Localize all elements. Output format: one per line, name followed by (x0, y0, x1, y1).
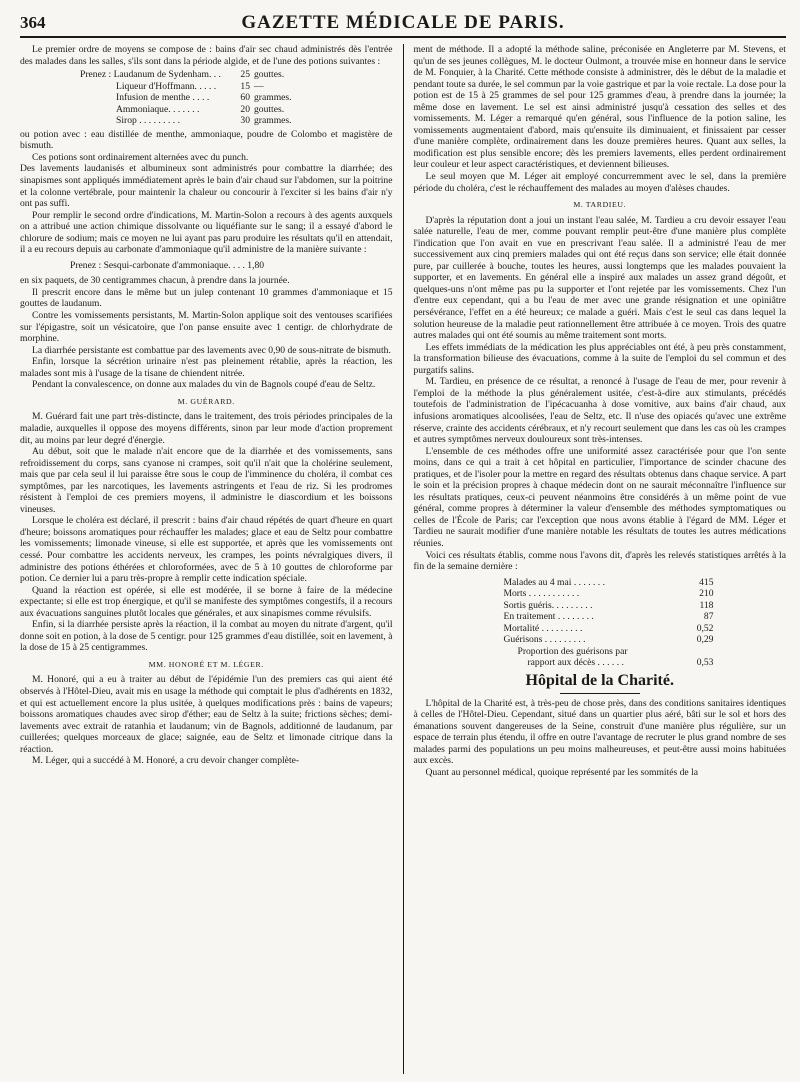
paragraph: ou potion avec : eau distillée de menthe, ammoniaque, poudre de Colombo et magistère de bismuth. (20, 128, 393, 152)
paragraph: Les effets immédiats de la médication les plus appréciables ont été, à peu près constamment, la transformation bilieuse des évacuations, comme à la suite de l'emploi du sel commun et des purgatifs salins. (413, 341, 786, 376)
stat-row: Mortalité . . . . . . . . . 0,52 (503, 622, 714, 634)
prescription-row: Infusion de menthe . . . . 60 grammes. (116, 92, 292, 104)
prescription-list (80, 69, 393, 127)
journal-title: GAZETTE MÉDICALE DE PARIS. (241, 12, 565, 33)
stat-row: Guérisons . . . . . . . . . 0,29 (503, 634, 714, 646)
statistics-table (503, 577, 713, 669)
paragraph: Contre les vomissements persistants, M. Martin-Solon applique soit des ventouses scarifiées sur l'épigastre, soit un vésicatoire, que l'on panse ensuite avec 1 centigr. de chlorhydrate de morphine. (20, 310, 393, 345)
masthead (20, 12, 786, 38)
paragraph: D'après la réputation dont a joui un instant l'eau salée, M. Tardieu a cru devoir essayer l'eau salée naturelle, l'eau de mer, comme pouvant remplir peut-être d'une manière plus complète l'indication que l'on avait en vue en prescrivant l'eau salée. Il a administré l'eau de mer successivement aux cinq premiers malades qui ont été reçus dans son service; elle était donnée pure, par cuillerée à bouche, toutes les heures, aussi longtemps que les malades pouvaient la supporter, et en lavements. En général elle a inspiré aux malades un assez grand dégoût, et quelques-uns n'ont même pas pu la supporter et l'ont rejetée par les vomissements. Chez l'un d'entre eux cependant, qui a bu l'eau de mer avec une grande résignation et une opiniâtre persévérance, l'effet en a été heureux; ce malade a guéri. Mais c'est le seul cas dans lequel la solution heureuse de la maladie peut rationnellement être attribuée à ce moyen. Trois des quatre autres malades qui ont été soumis au même traitement sont morts. (413, 214, 786, 342)
column-rule (403, 44, 404, 1074)
stat-row: En traitement . . . . . . . . 87 (503, 611, 714, 623)
prescription-row: Sirop . . . . . . . . . 30 grammes. (116, 115, 292, 127)
paragraph: Ces potions sont ordinairement alternées avec du punch. (32, 151, 249, 163)
paragraph: Des lavements laudanisés et albumineux sont administrés pour combattre la diarrhée; des sinapismes sont appliqués immédiatement après le bain d'air chaud sur l'abdomen, sur la poitrine et la colonne vertébrale, pour maintenir la chaleur ou concourir à l'exciter si les bains d'air n'y ont pas suffi. (20, 163, 393, 210)
paragraph: L'ensemble de ces méthodes offre une uniformité assez caractérisée pour que l'on sente moins, dans ce qui a trait à cet hôpital en particulier, l'importance de scinder chacune des pratiques, et de l'isoler pour la mettre en regard des résultats obtenus dans chaque service. A part le soin et la précision propres à chaque médecin dont on ne saurait méconnaître l'influence sur les résultats pratiques, ceux-ci peuvent néanmoins être considérés à un même point de vue général, comme propres à déterminer la valeur d'ensemble des méthodes symptomatiques ou celles de l'École de Paris; car l'exception que nous avons établie à l'égard de MM. Léger et Tardieu ne saurait modifier d'une manière notable les résultats de toutes les autres médications réunies. (413, 445, 786, 549)
article-columns (20, 44, 786, 1074)
stat-row: rapport aux décès . . . . . . 0,53 (527, 657, 714, 669)
paragraph: en six paquets, de 30 centigrammes chacun, à prendre dans la journée. (20, 275, 290, 287)
prescription-row: Liqueur d'Hoffmann. . . . . 15 — (116, 80, 264, 92)
stat-row: Proportion des guérisons par (517, 645, 628, 657)
paragraph: ment de méthode. Il a adopté la méthode saline, préconisée en Angleterre par M. Stevens, et qu'un de ses jeunes collègues, M. le docteur Oulmont, a trouvée mise en honneur dans le service de M. Fonquier, à la Charité. Cette méthode consiste à administrer, dès le début de la maladie et pendant toute sa durée, le sel commun par la voie gastrique et par la voie rectale. La dose pour la potion est de 15 à 25 grammes de sel pour 125 grammes d'eau, à prendre dans la journée; la même dose en lavement. Le sel est ainsi administré jusqu'à cessation des selles et des vomissements. M. Léger a remarqué qu'en général, sous l'influence de la potion saline, les vomissements augmentaient d'abord, mais qu'ensuite ils diminuaient, et finissaient par cesser d'une manière complète, ordinairement dans les douze premières heures. Quant aux selles, la modification est plus sensible encore; dès les premiers lavements, elles perdent ordinairement leur couleur et leur aspect caractéristiques, et deviennent bilieuses. (413, 44, 786, 171)
heading-rule (560, 693, 640, 694)
paragraph: L'hôpital de la Charité est, à très-peu de chose près, dans des conditions sanitaires identiques à celles de l'Hôtel-Dieu. Cependant, situé dans un quartier plus aéré, bâti sur le sol et hors des émanations souvent dangereuses de la Seine, construit d'une manière plus régulière, sur un espace de terrain plus étendu, il offre en outre l'avantage de recruter le plus grand nombre de ses malades parmi des populations un peu moins malheureuses, et peut-être aussi moins habituées aux excès. (413, 697, 786, 767)
subsection-heading: Hôpital de la Charité. (525, 671, 674, 689)
paragraph: Quant au personnel médical, quoique représenté par les sommités de la (425, 766, 699, 778)
paragraph: Lorsque le choléra est déclaré, il prescrit : bains d'air chaud répétés de quart d'heure en quart d'heure; boissons aromatiques pour réchauffer les malades; glace et eau de Seltz pour combattre les vomissements; limonade vineuse, si elle est supportée, et après que les vomissements ont cessé. Pour combattre les accidents nerveux, les crampes, les points névralgiques divers, il administre des potions éthérées et chloroformées, avec de 5 à 10 gouttes de chloroforme par potion. Ce dernier lui a paru très-propre à remplir cette indication spéciale. (20, 515, 393, 585)
paragraph: Enfin, lorsque la sécrétion urinaire n'est pas pleinement rétablie, après la réaction, les malades sont mis à l'usage de la tisane de chiendent nitrée. (20, 356, 393, 379)
paragraph: M. Léger, qui a succédé à M. Honoré, a cru devoir changer complète- (32, 755, 300, 767)
section-heading: MM. HONORÉ ET M. LÉGER. (148, 659, 264, 669)
paragraph: Enfin, si la diarrhée persiste après la réaction, il la combat au moyen du nitrate d'argent, qu'il donne soit en potion, à la dose de 5 centigr. pour 125 grammes d'eau distillée, soit en lavement, à la dose de 15 à 25 centigrammes. (20, 619, 393, 654)
paragraph: Voici ces résultats établis, comme nous l'avons dit, d'après les relevés statistiques arrêtés à la fin de la semaine dernière : (413, 549, 786, 573)
paragraph: Pour remplir le second ordre d'indications, M. Martin-Solon a recours à des agents auxquels on a attribué une action chimique dissolvante ou liquéfiante sur le sang; il a essayé d'abord le chlorure de sodium; mais ce moyen ne lui ayant pas paru produire les résultats qu'il en attendait, il a eu recours depuis au carbonate d'ammoniaque qu'il administre de la manière suivante : (20, 209, 393, 256)
stat-row: Morts . . . . . . . . . . . 210 (503, 588, 714, 600)
prescription-single: Prenez : Sesqui-carbonate d'ammoniaque. . . . 1,80 (70, 259, 265, 271)
left-column (20, 44, 393, 1074)
paragraph: Pendant la convalescence, on donne aux malades du vin de Bagnols coupé d'eau de Seltz. (32, 379, 376, 391)
paragraph: Le premier ordre de moyens se compose de : bains d'air sec chaud administrés dès l'entrée des malades dans les salles, s'ils sont dans la période algide, et de l'une des potions suivantes : (20, 44, 393, 67)
prescription-row: Ammoniaque. . . . . . . 20 gouttes. (116, 103, 285, 115)
paragraph: Au début, soit que le malade n'ait encore que de la diarrhée et des vomissements, sans refroidissement du corps, sans cyanose ni crampes, soit qu'il n'ait que la cholérine seulement, mais que par cela seul il lui paraisse être sous le coup de l'imminence du choléra, il combat ces symptômes, par les narcotiques, les lavements astringents et l'eau de riz. Si les prodromes résistent à l'emploi de ces premiers moyens, il administre le diascordium et les boissons vineuses. (20, 446, 393, 515)
paragraph: Quand la réaction est opérée, si elle est modérée, il se borne à faire de la médecine expectante; si elle est trop énergique, et qu'il se manifeste des symptômes congestifs, il a recours aux évacuations sanguines plutôt locales que générales, et aux sinapismes comme révulsifs. (20, 584, 393, 619)
right-column (413, 44, 786, 1074)
stat-row: Sortis guéris. . . . . . . . . 118 (503, 599, 714, 611)
paragraph: M. Tardieu, en présence de ce résultat, a renoncé à l'usage de l'eau de mer, pour revenir à l'emploi de la méthode la plus généralement usitée, c'est-à-dire aux stimulants, précédés toutefois de l'administration de l'ipécacuanha à dose vomitive, aux bains d'air chaud, aux infusions aromatiques alcoolisées, l'eau de Seltz, etc. Il n'use des opiacés qu'avec une extrême réserve, crainte des accidents cérébraux, et n'y recourt seulement que dans les cas où les crampes et autres symptômes nerveux douloureux sont très-intenses. (413, 376, 786, 446)
paragraph: M. Honoré, qui a eu à traiter au début de l'épidémie l'un des premiers cas qui aient été observés à l'Hôtel-Dieu, avait mis en usage la méthode qui comptait le plus d'adhérents en 1832, et qui est actuellement encore la plus usitée, à quelques modifications près : bains de vapeurs; boissons aromatiques chaudes avec sirop d'éther; eau de Seltz à la suite; frictions sèches; demi-lavements avec extrait de ratanhia et laudanum; vin de Bagnols, additionné de laudanum, par cuillerées; quelques morceaux de glace; saignée, eau de Seltz et limonade citrique dans la réaction. (20, 674, 393, 755)
section-heading: M. GUÉRARD. (177, 396, 235, 406)
paragraph: La diarrhée persistante est combattue par des lavements avec 0,90 de sous-nitrate de bismuth. (32, 344, 391, 356)
prescription-row: Prenez : Laudanum de Sydenham. . . 25 gouttes. (80, 69, 285, 81)
paragraph: Le seul moyen que M. Léger ait employé concurremment avec le sel, dans la première période du choléra, c'est le réchauffement des malades au moyen d'alèses chaudes. (413, 171, 786, 194)
paragraph: M. Guérard fait une part très-distincte, dans le traitement, des trois périodes principales de la maladie, auxquelles il oppose des moyens différents, sinon par leur mode d'action proprement dit, au moins par leur degré d'énergie. (20, 411, 393, 446)
paragraph: Il prescrit encore dans le même but un julep contenant 10 grammes d'ammoniaque et 15 gouttes de laudanum. (20, 286, 393, 310)
page-number: 364 (20, 13, 46, 32)
section-heading: M. TARDIEU. (573, 200, 627, 210)
stat-row: Malades au 4 mai . . . . . . . 415 (503, 576, 714, 588)
